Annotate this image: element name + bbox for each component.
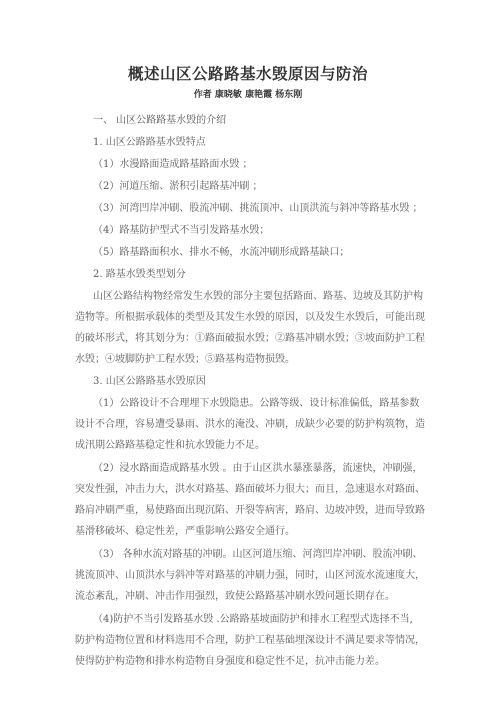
document-title: 概述山区公路路基水毁原因与防治 bbox=[127, 65, 368, 83]
paragraph-line: （1）公路设计不合理埋下水毁隐患。公路等级、设计标准偏低，路基参数 bbox=[93, 398, 420, 409]
paragraph-line: 基滑移破坏、稳定性差，严重影响公路安全通行。 bbox=[75, 526, 295, 537]
paragraph-line: 使得防护构造物和排水构造物自身强度和稳定性不足，抗冲击能力差。 bbox=[75, 656, 385, 667]
paragraph-line: 路肩冲刷严重，易使路面出现沉陷、开裂等病害，路肩、边坡冲毁，进而导致路 bbox=[75, 505, 425, 516]
paragraph-line: 流态紊乱，冲刷、冲击作用强烈，致使公路路基冲刷水毁问题长期存在。 bbox=[75, 591, 395, 602]
subsection-heading: 3. 山区公路路基水毁原因 bbox=[93, 376, 206, 387]
section-heading: 一、 山区公路路基水毁的介绍 bbox=[93, 115, 227, 126]
paragraph-line: （2）浸水路面造成路基水毁 。由于山区洪水暴涨暴落，流速快，冲刷强， bbox=[93, 463, 423, 474]
paragraph-line: 山区公路结构物经常发生水毁的部分主要包括路面、路基、边坡及其防护构 bbox=[93, 291, 423, 302]
document-authors: 作者 康晓敏 康艳霞 杨东刚 bbox=[193, 90, 303, 100]
subsection-heading: 1. 山区公路路基水毁特点 bbox=[93, 137, 206, 148]
paragraph-line: 造物等。所根据承载体的类型及其发生水毁的原因，以及发生水毁后，可能出现 bbox=[75, 312, 425, 323]
paragraph-line: （4)防护不当引发路基水毁 .公路路基坡面防护和排水工程型式选择不当, bbox=[93, 614, 413, 625]
list-item: （5）路基路面积水、排水不畅，水流冲刷形成路基缺口； bbox=[93, 247, 350, 258]
list-item: （2）河道压缩、淤积引起路基冲刷 ； bbox=[93, 181, 263, 192]
paragraph-line: 成汛期公路路基稳定性和抗水毁能力不足。 bbox=[75, 440, 265, 451]
paragraph-line: 设计不合理，容易遭受暴雨、洪水的淹没、冲刷，成缺少必要的防护构筑物，造 bbox=[75, 419, 425, 430]
list-item: （4）路基防护型式不当引发路基水毁； bbox=[93, 225, 270, 236]
paragraph-line: 防护构造物位置和材料选用不合理，防护工程基础埋深设计不满足要求等情况， bbox=[75, 635, 425, 646]
list-item: （3）河湾凹岸冲刷、股流冲刷、挑流顶冲、山顶洪流与斜冲等路基水毁 ； bbox=[93, 203, 423, 214]
paragraph-line: 挑流顶冲、山顶洪水与斜冲等对路基的冲刷力强，同时，山区河流水流速度大， bbox=[75, 570, 425, 581]
paragraph-line: 的破坏形式，将其划分为：①路面破损水毁；②路基冲刷水毁；③坡面防护工程 bbox=[75, 333, 425, 344]
paragraph-line: （3） 各种水流对路基的冲刷。山区河道压缩、河湾凹岸冲刷、股流冲刷、 bbox=[93, 549, 423, 560]
subsection-heading: 2. 路基水毁类型划分 bbox=[93, 269, 186, 280]
paragraph-line: 突发性强，冲击力大，洪水对路基、路面破坏力很大；而且，急速退水对路面、 bbox=[75, 484, 425, 495]
list-item: （1）水漫路面造成路基路面水毁 ； bbox=[93, 159, 253, 170]
paragraph-line: 水毁；④坡脚防护工程水毁；⑤路基构造物损毁。 bbox=[75, 354, 295, 365]
